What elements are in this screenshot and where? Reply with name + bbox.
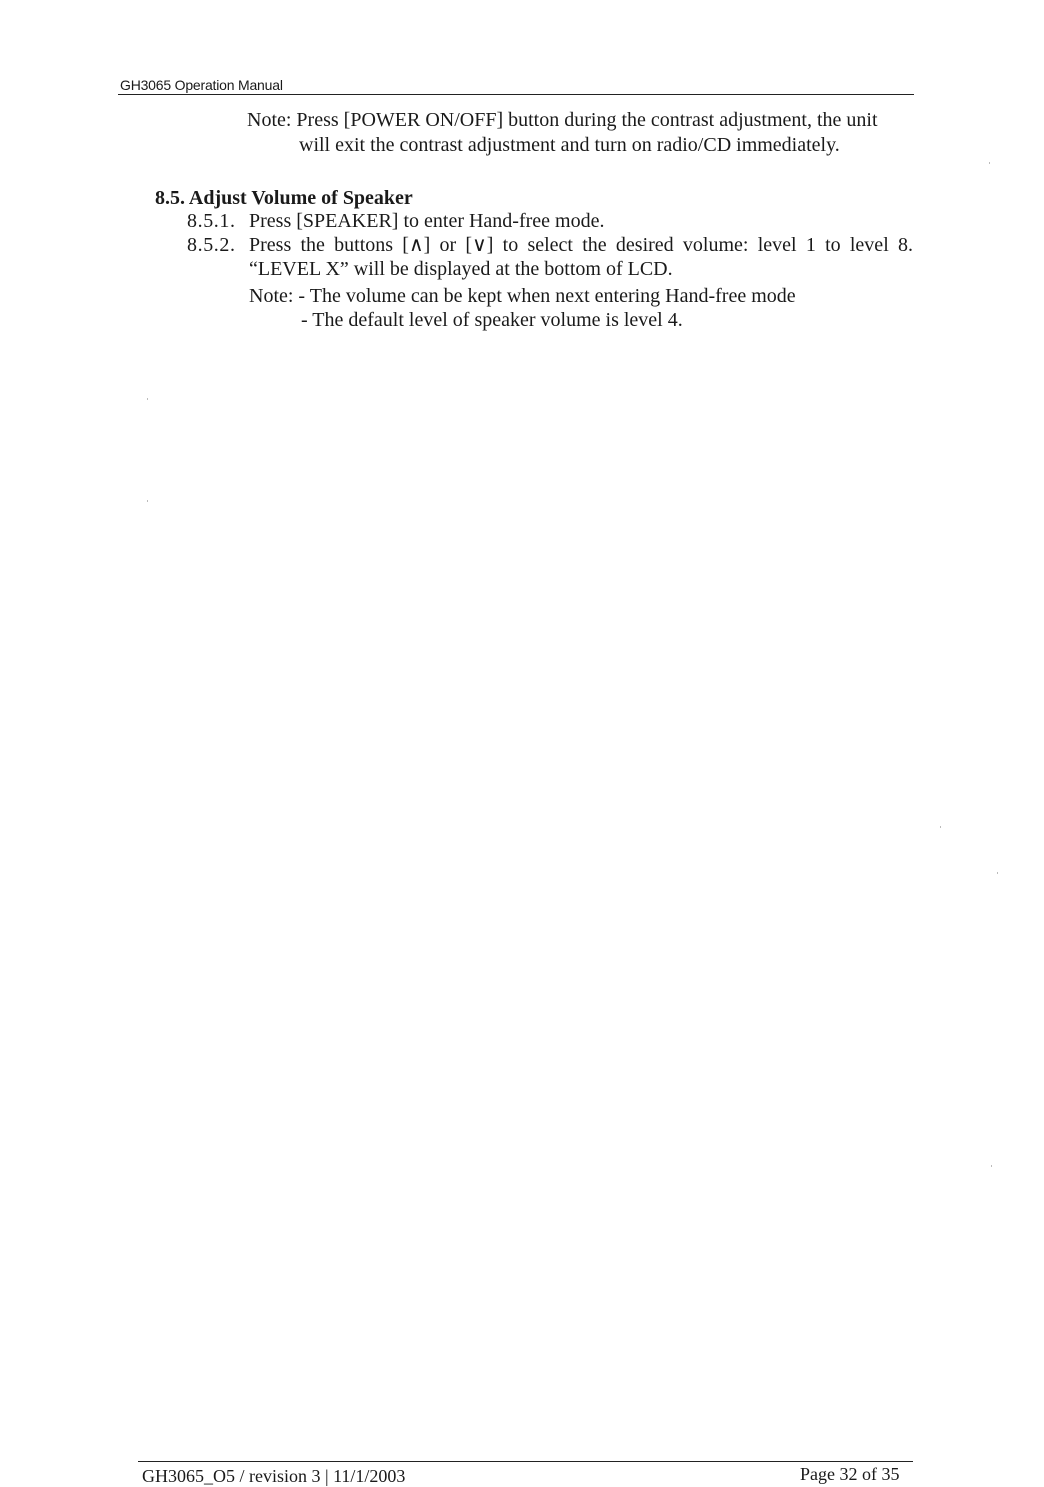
contrast-note-line-1: Note: Press [POWER ON/OFF] button during the contrast adjustment, the unit — [247, 109, 878, 131]
item-text: Press [SPEAKER] to enter Hand-free mode. — [249, 210, 605, 232]
footer-divider — [138, 1461, 913, 1462]
scan-speck — [991, 1165, 992, 1167]
section-heading: 8.5. Adjust Volume of Speaker — [155, 187, 413, 209]
scan-speck — [997, 872, 998, 874]
scan-speck — [147, 398, 148, 400]
footer-document-id: GH3065_O5 / revision 3 | 11/1/2003 — [142, 1466, 406, 1486]
header-divider — [118, 94, 914, 95]
list-item — [187, 209, 604, 233]
list-item — [187, 233, 917, 257]
volume-note-line-2: - The default level of speaker volume is level 4. — [301, 309, 683, 331]
scan-speck — [147, 500, 148, 502]
contrast-note — [247, 108, 927, 158]
item-number: 8.5.2. — [187, 234, 236, 256]
volume-note — [249, 284, 796, 332]
scan-speck — [989, 162, 990, 164]
volume-note-line-1: Note: - The volume can be kept when next entering Hand-free mode — [249, 285, 796, 307]
item-number: 8.5.1. — [187, 210, 236, 232]
footer-page-number: Page 32 of 35 — [800, 1464, 900, 1484]
scan-speck — [940, 826, 941, 828]
item-continuation: “LEVEL X” will be displayed at the bottom of LCD. — [249, 258, 673, 280]
contrast-note-line-2: will exit the contrast adjustment and turn on radio/CD immediately. — [299, 134, 840, 156]
page-header-title: GH3065 Operation Manual — [120, 77, 283, 93]
item-text: Press the buttons [∧] or [∨] to select the desired volume: level 1 to level 8. — [249, 234, 913, 256]
